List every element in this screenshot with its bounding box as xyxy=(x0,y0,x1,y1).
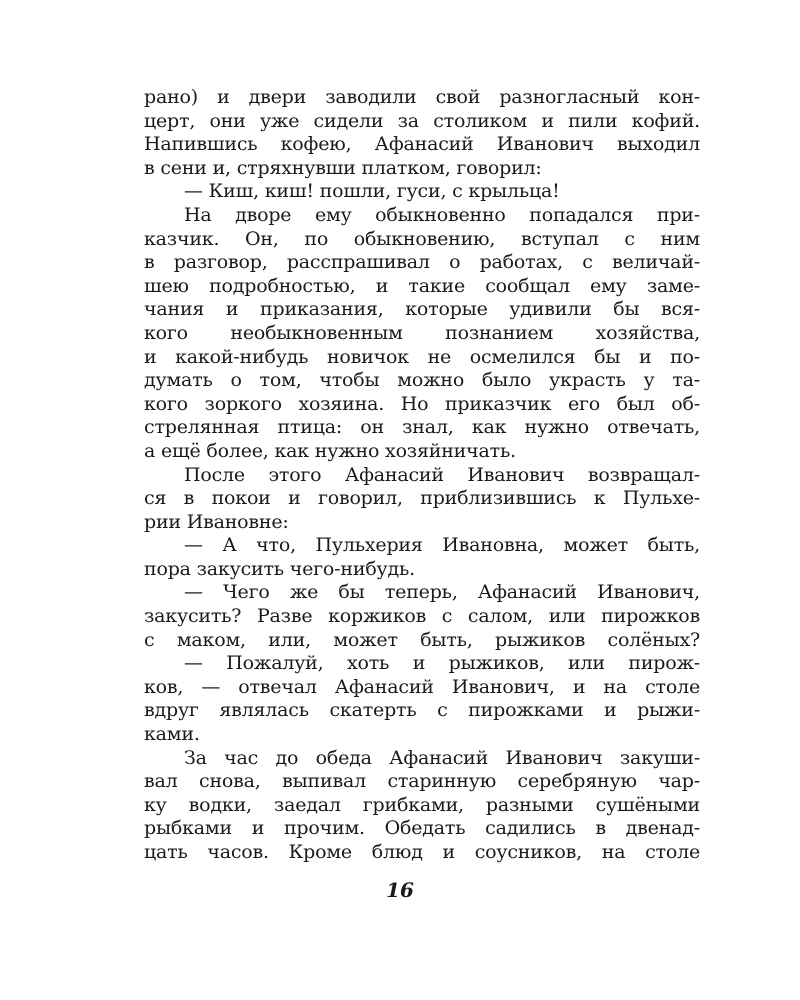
text-line: шею подробностью, и такие сообщал ему заме- xyxy=(144,274,700,297)
text-line: закусить? Разве коржиков с салом, или пирожков xyxy=(144,605,700,628)
text-line: рии Ивановне: xyxy=(144,510,289,533)
text-line: церт, они уже сидели за столиком и пили кофий. xyxy=(144,109,700,132)
text-line: — А что, Пульхерия Ивановна, может быть, xyxy=(184,534,700,557)
text-line: в сени и, стряхнувши платком, говорил: xyxy=(144,156,542,179)
text-line: За час до обеда Афанасий Иванович закуши- xyxy=(184,746,700,769)
text-line: ся в покои и говорил, приблизившись к Пульхе- xyxy=(144,487,700,510)
text-line: рано) и двери заводили свой разногласный кон- xyxy=(144,86,700,108)
text-line: — Чего же бы теперь, Афанасий Иванович, xyxy=(184,581,700,604)
page-number: 16 xyxy=(386,878,414,902)
text-line: рыбками и прочим. Обедать садились в двенад- xyxy=(144,817,700,840)
text-line: ками. xyxy=(144,723,200,746)
text-line: ку водки, заедал грибками, разными сушёными xyxy=(144,793,700,816)
text-line: в разговор, расспрашивал о работах, с величай- xyxy=(144,251,700,274)
text-line: а ещё более, как нужно хозяйничать. xyxy=(144,439,516,462)
text-line: стрелянная птица: он знал, как нужно отвечать, xyxy=(144,416,700,439)
text-line: и какой-нибудь новичок не осмелился бы и по- xyxy=(144,345,700,368)
text-line: кого необыкновенным познанием хозяйства, xyxy=(144,321,700,344)
text-line: думать о том, чтобы можно было украсть у та- xyxy=(144,369,700,392)
text-line: После этого Афанасий Иванович возвращал- xyxy=(184,463,700,486)
text-line: — Пожалуй, хоть и рыжиков, или пирож- xyxy=(184,652,700,675)
text-line: чания и приказания, которые удивили бы вся- xyxy=(144,298,700,321)
text-line: с маком, или, может быть, рыжиков солёных? xyxy=(144,628,700,651)
page-text-block xyxy=(144,86,700,865)
text-line: кого зоркого хозяина. Но приказчик его был об- xyxy=(144,392,700,415)
text-line: Напившись кофею, Афанасий Иванович выходил xyxy=(144,133,700,156)
text-line: вдруг являлась скатерть с пирожками и рыжи- xyxy=(144,699,700,722)
text-line: пора закусить чего-нибудь. xyxy=(144,557,416,580)
text-line: казчик. Он, по обыкновению, вступал с ним xyxy=(144,227,700,250)
text-line: На дворе ему обыкновенно попадался при- xyxy=(184,203,700,226)
text-line: ков, — отвечал Афанасий Иванович, и на столе xyxy=(144,675,700,698)
text-line: — Киш, киш! пошли, гуси, с крыльца! xyxy=(184,180,560,203)
text-line: вал снова, выпивал старинную серебряную чар- xyxy=(144,770,700,793)
text-line: цать часов. Кроме блюд и соусников, на столе xyxy=(144,841,700,863)
